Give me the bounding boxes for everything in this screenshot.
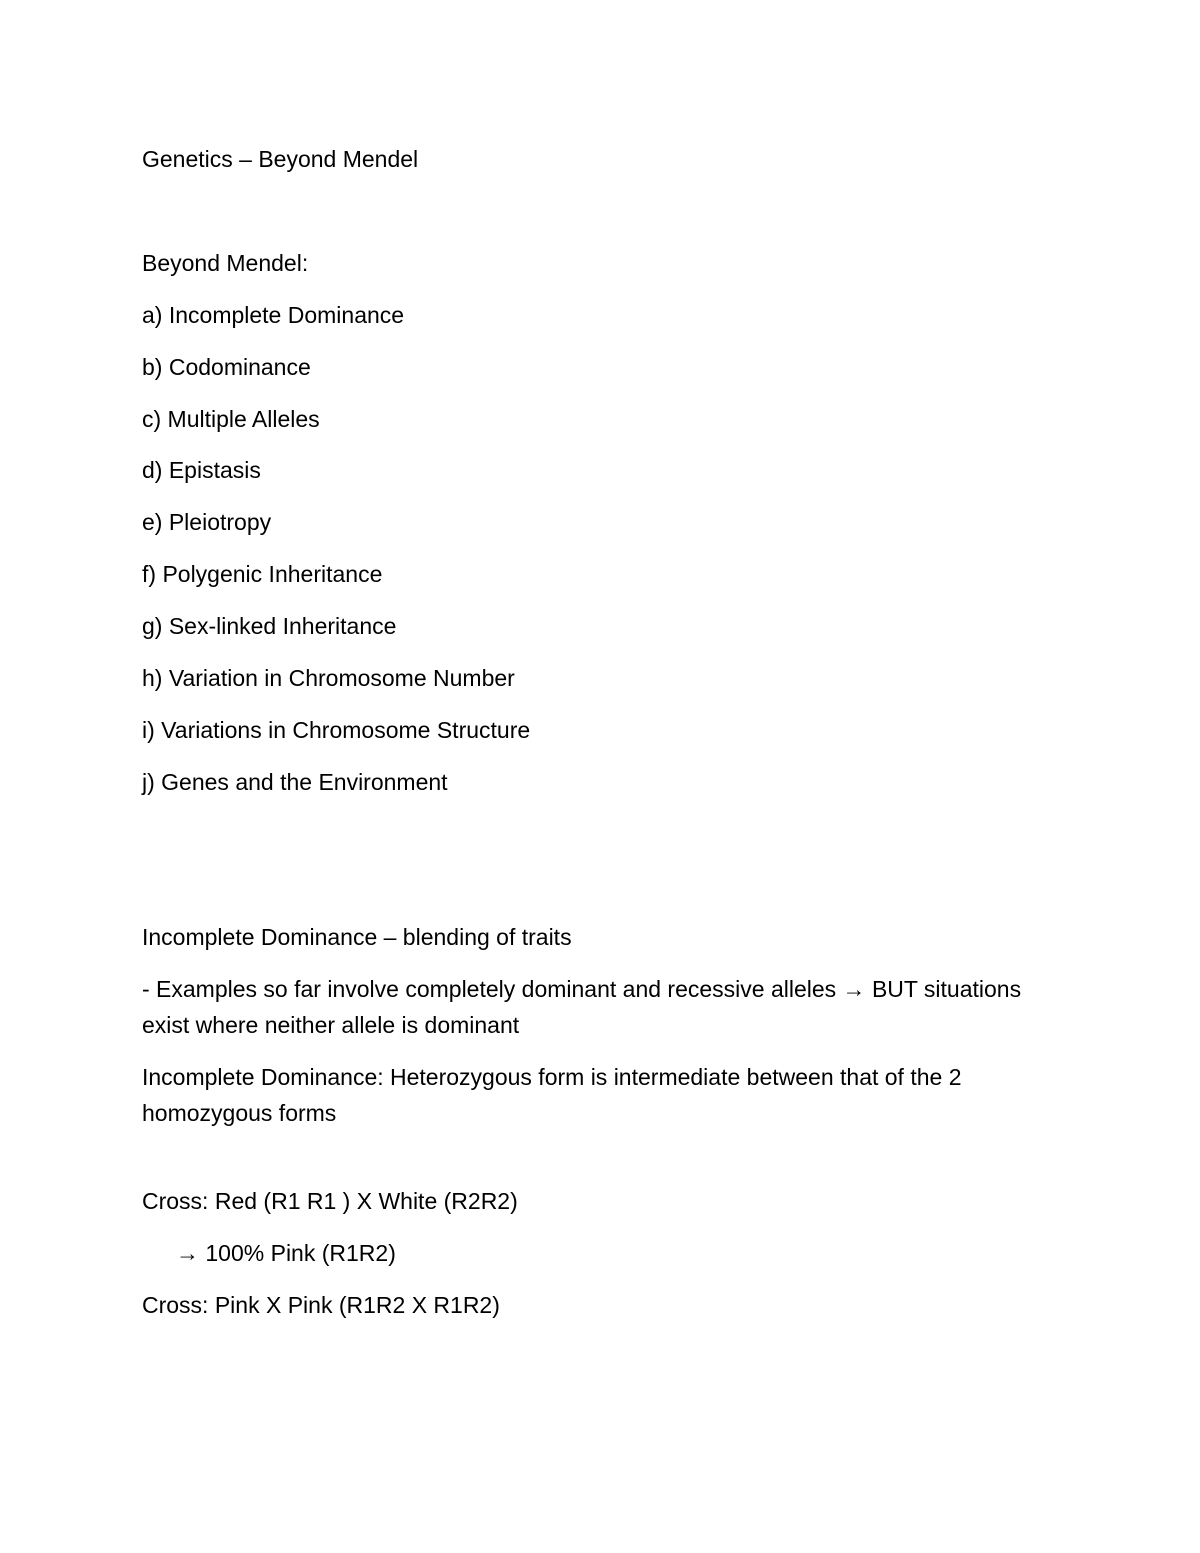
examples-text-part-1: - Examples so far involve completely dominant and recessive alleles xyxy=(142,976,837,1002)
cross-1-result: 100% Pink (R1R2) xyxy=(205,1240,396,1266)
examples-text-part-2: BUT situations exist where neither allele is dominant xyxy=(142,976,1022,1038)
list-item: c) Multiple Alleles xyxy=(142,406,320,432)
cross-2-line: Cross: Pink X Pink (R1R2 X R1R2) xyxy=(142,1292,500,1318)
examples-paragraph xyxy=(142,971,1062,1043)
cross-1-result-line xyxy=(176,1235,396,1271)
list-item: d) Epistasis xyxy=(142,457,261,483)
list-item: h) Variation in Chromosome Number xyxy=(142,665,515,691)
document-title: Genetics – Beyond Mendel xyxy=(142,146,419,172)
definition-paragraph: Incomplete Dominance: Heterozygous form is intermediate between that of the 2 homozygous forms xyxy=(142,1064,962,1126)
arrow-right-icon: → xyxy=(842,976,866,1002)
list-item: g) Sex-linked Inheritance xyxy=(142,613,397,639)
list-item: f) Polygenic Inheritance xyxy=(142,561,383,587)
list-item: b) Codominance xyxy=(142,354,311,380)
list-item: e) Pleiotropy xyxy=(142,509,272,535)
incomplete-dominance-heading: Incomplete Dominance – blending of traits xyxy=(142,924,572,950)
list-item: i) Variations in Chromosome Structure xyxy=(142,717,531,743)
cross-1-line: Cross: Red (R1 R1 ) X White (R2R2) xyxy=(142,1188,518,1214)
list-item: j) Genes and the Environment xyxy=(142,769,448,795)
arrow-right-icon: → xyxy=(176,1240,199,1266)
list-item: a) Incomplete Dominance xyxy=(142,302,405,328)
section-heading: Beyond Mendel: xyxy=(142,250,309,276)
